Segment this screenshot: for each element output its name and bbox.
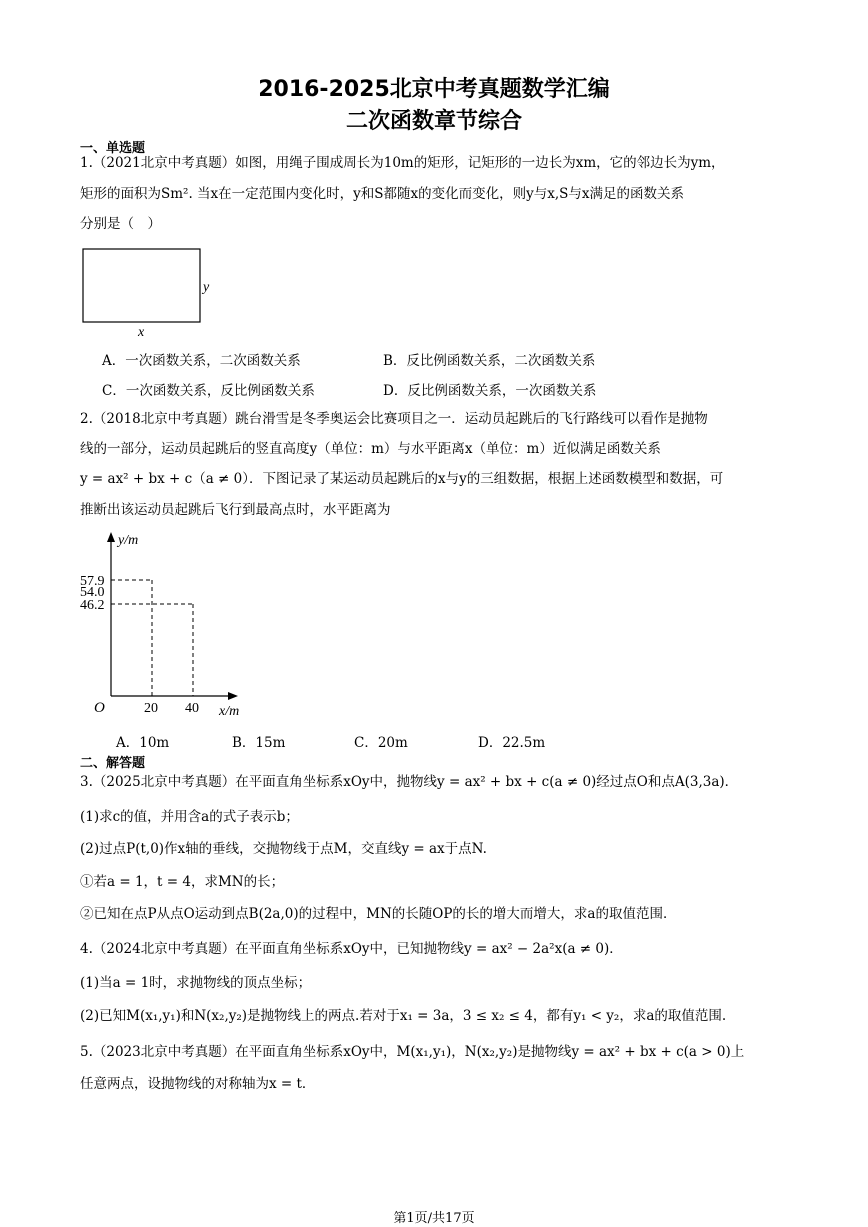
q1-line2: 矩形的面积为Sm². 当x在一定范围内变化时，y和S都随x的变化而变化，则y与x,S与x满足的函数关系 xyxy=(80,186,685,202)
q5-line1: 5.（2023北京中考真题）在平面直角坐标系xOy中，M(x₁,y₁)，N(x₂,y₂)是抛物线y = ax² + bx + c(a > 0)上 xyxy=(80,1044,745,1060)
q2-option-c: C．20m xyxy=(354,735,408,751)
rectangle-shape xyxy=(83,249,200,322)
q1-option-b: B．反比例函数关系，二次函数关系 xyxy=(383,353,596,369)
x-tick-label: 20 xyxy=(144,701,158,716)
q4-line3: (2)已知M(x₁,y₁)和N(x₂,y₂)是抛物线上的两点.若对于x₁ = 3a，3 ≤ x₂ ≤ 4，都有y₁ < y₂，求a的取值范围. xyxy=(80,1008,727,1024)
q1-option-c: C．一次函数关系，反比例函数关系 xyxy=(102,383,315,399)
q1-rectangle-figure xyxy=(80,246,220,342)
y-tick-label: 57.9 xyxy=(80,574,105,589)
q3-line1: 3.（2025北京中考真题）在平面直角坐标系xOy中，抛物线y = ax² + bx + c(a ≠ 0)经过点O和点A(3,3a)． xyxy=(80,774,739,790)
x-axis-arrow xyxy=(228,692,238,700)
q1-option-d: D．反比例函数关系，一次函数关系 xyxy=(383,383,597,399)
y-axis-label: y/m xyxy=(118,533,139,548)
x-tick-label: 40 xyxy=(185,701,199,716)
y-tick-label: 46.2 xyxy=(80,598,105,613)
q2-option-d: D．22.5m xyxy=(478,735,546,751)
q3-line3: (2)过点P(t,0)作x轴的垂线，交抛物线于点M，交直线y = ax于点N. xyxy=(80,841,487,857)
q2-option-b: B．15m xyxy=(232,735,286,751)
page-footer: 第1页/共17页 xyxy=(393,1211,475,1226)
q5-line2: 任意两点，设抛物线的对称轴为x = t． xyxy=(80,1076,316,1092)
q2-line3: y = ax² + bx + c（a ≠ 0）．下图记录了某运动员起跳后的x与y的三组数据，根据上述函数模型和数据，可 xyxy=(80,471,724,487)
q2-chart xyxy=(80,528,260,723)
q3-line4: ①若a = 1，t = 4，求MN的长； xyxy=(80,874,285,890)
rect-label-y: y xyxy=(203,280,210,295)
q2-line4: 推断出该运动员起跳后飞行到最高点时，水平距离为 xyxy=(80,502,391,518)
q1-line3: 分别是（ ） xyxy=(80,216,161,232)
q2-option-a: A．10m xyxy=(116,735,170,751)
section-single-choice: 一、单选题 xyxy=(80,141,146,156)
rect-label-x: x xyxy=(138,325,145,340)
q4-line2: (1)当a = 1时，求抛物线的顶点坐标； xyxy=(80,975,312,991)
q4-line1: 4.（2024北京中考真题）在平面直角坐标系xOy中，已知抛物线y = ax² − 2a²x(a ≠ 0)． xyxy=(80,941,623,957)
document-subtitle: 二次函数章节综合 xyxy=(345,109,522,134)
y-tick-label: 54.0 xyxy=(80,585,105,600)
document-title: 2016-2025北京中考真题数学汇编 xyxy=(258,77,610,102)
q1-line1: 1.（2021北京中考真题）如图，用绳子围成周长为10m的矩形，记矩形的一边长为xm，它的邻边长为ym， xyxy=(80,155,725,171)
q3-line5: ②已知在点P从点O运动到点B(2a,0)的过程中，MN的长随OP的长的增大而增大，求a的取值范围． xyxy=(80,906,677,922)
q2-line1: 2.（2018北京中考真题）跳台滑雪是冬季奥运会比赛项目之一．运动员起跳后的飞行路线可以看作是抛物 xyxy=(80,411,708,427)
section-answer: 二、解答题 xyxy=(80,756,146,771)
origin-label: O xyxy=(94,700,105,716)
x-axis-label: x/m xyxy=(219,704,240,719)
y-axis-arrow xyxy=(107,532,115,542)
q2-line2: 线的一部分，运动员起跳后的竖直高度y（单位：m）与水平距离x（单位：m）近似满足函数关系 xyxy=(80,441,661,457)
q1-option-a: A．一次函数关系，二次函数关系 xyxy=(102,353,301,369)
q3-line2: (1)求c的值，并用含a的式子表示b； xyxy=(80,809,299,825)
